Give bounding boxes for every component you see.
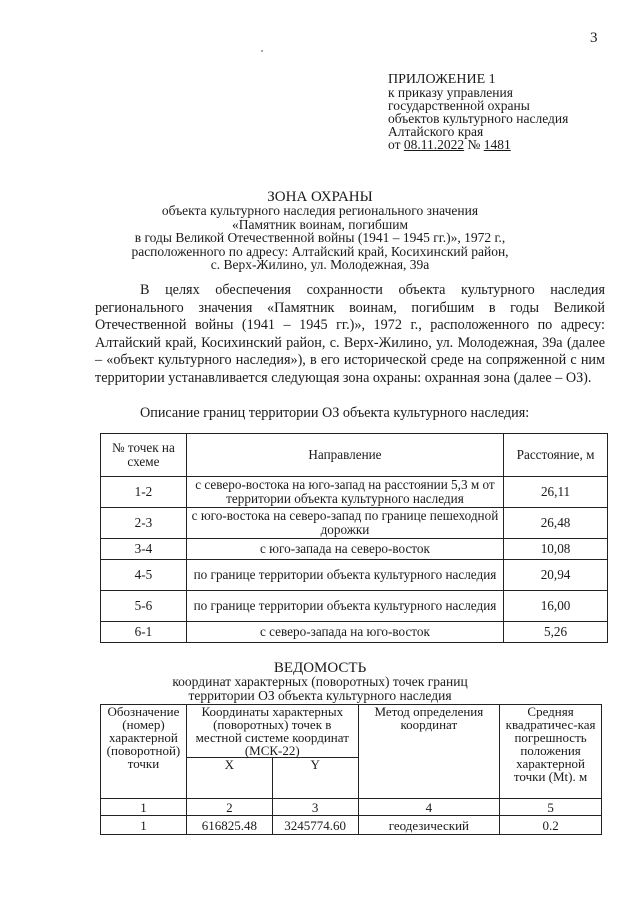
boundary-description-heading: Описание границ территории ОЗ объекта культурного наследия:: [140, 405, 530, 421]
column-number: 4: [358, 799, 500, 816]
zone-subtitle-line: «Памятник воинам, погибшим: [231, 216, 409, 232]
vedomost-title: ВЕДОМОСТЬ: [273, 660, 367, 676]
table-cell: геодезический: [358, 816, 500, 835]
table-cell: 26,11: [504, 477, 608, 508]
appendix-heading: ПРИЛОЖЕНИЕ 1: [388, 72, 496, 87]
table-cell: с юго-запада на северо-восток: [186, 539, 503, 560]
header-cell: Обозначение (номер) характерной (поворотной) точки: [101, 705, 187, 799]
column-number: 5: [500, 799, 602, 816]
appendix-line: к приказу управления: [388, 85, 513, 100]
header-cell-y: Y: [272, 758, 358, 799]
header-cell: Средняя квадратичес-кая погрешность положения характерной точки (Mt). м: [500, 705, 602, 799]
table-row: [101, 539, 608, 560]
zone-subtitle-line: в годы Великой Отечественной войны (1941 – 1945 гг.)», 1972 г.,: [134, 230, 506, 245]
table-cell: 3245774.60: [272, 816, 358, 835]
header-cell: Координаты характерных (поворотных) точек в местной системе координат (МСК-22): [186, 705, 358, 758]
intro-paragraph: В целях обеспечения сохранности объекта культурного наследия регионального значения «Памятник воинам, погибшим в годы Великой Отечественной войны (1941 – 1945 гг.)», 1972 г., расположенного по адресу: Алтайский край, Косихинский район, с. Верх-Жилино, ул. Молодежная, 39а (далее – «объект культурного наследия»), в его исторической среде на сопряженной с ним территории устанавливается следующая зона охраны: охранная зона (далее – ОЗ).: [95, 282, 605, 386]
zone-subtitle-line: расположенного по адресу: Алтайский край, Косихинский район,: [131, 243, 509, 259]
table-cell: 16,00: [504, 591, 608, 622]
scan-speck: [261, 50, 263, 52]
header-cell: Направление: [186, 434, 503, 477]
table-row: [101, 508, 608, 539]
table-cell: 5,26: [504, 622, 608, 643]
table-cell: по границе территории объекта культурного наследия: [186, 560, 503, 591]
header-cell-x: X: [186, 758, 272, 799]
table-cell: 26,48: [504, 508, 608, 539]
date-prefix: от: [388, 137, 404, 152]
table-cell: 1-2: [101, 477, 187, 508]
vedomost-subtitle-line: координат характерных (поворотных) точек границ: [172, 674, 468, 689]
table-header-row: [101, 705, 602, 758]
column-number-row: [101, 799, 602, 816]
appendix-line: государственной охраны: [388, 98, 530, 113]
table-cell: 20,94: [504, 560, 608, 591]
boundary-table: [100, 433, 608, 643]
vedomost-subtitle-line: территории ОЗ объекта культурного наследия: [188, 687, 452, 703]
table-row: [101, 622, 608, 643]
table-cell: 1: [101, 816, 187, 835]
number-prefix: №: [464, 137, 484, 152]
column-number: 1: [101, 799, 187, 816]
zone-subtitle-line: объекта культурного наследия регионального значения: [161, 203, 479, 218]
table-cell: с юго-востока на северо-запад по границе пешеходной дорожки: [186, 508, 503, 539]
table-row: [101, 591, 608, 622]
column-number: 3: [272, 799, 358, 816]
table-cell: 5-6: [101, 591, 187, 622]
header-cell: Расстояние, м: [504, 434, 608, 477]
appendix-block: [388, 73, 568, 151]
table-cell: 2-3: [101, 508, 187, 539]
table-row: [101, 560, 608, 591]
table-cell: с северо-востока на юго-запад на расстоянии 5,3 м от территории объекта культурного наследия: [186, 477, 503, 508]
appendix-date-line: [388, 138, 568, 151]
appendix-line: Алтайского края: [388, 124, 484, 139]
table-cell: 10,08: [504, 539, 608, 560]
coordinates-table: [100, 704, 602, 835]
zone-subtitle: [0, 204, 640, 272]
header-cell: № точек на схеме: [101, 434, 187, 477]
header-cell: Метод определения координат: [358, 705, 500, 799]
table-cell: 0.2: [500, 816, 602, 835]
zone-subtitle-line: с. Верх-Жилино, ул. Молодежная, 39а: [210, 257, 430, 272]
table-cell: по границе территории объекта культурного наследия: [186, 591, 503, 622]
order-date: 08.11.2022: [403, 137, 465, 152]
page-number: 3: [590, 30, 598, 46]
appendix-line: объектов культурного наследия: [388, 111, 569, 126]
order-number: 1481: [483, 137, 511, 152]
table-cell: 4-5: [101, 560, 187, 591]
table-row: [101, 816, 602, 835]
table-cell: 6-1: [101, 622, 187, 643]
vedomost-subtitle: [0, 675, 640, 702]
table-cell: 3-4: [101, 539, 187, 560]
table-header-row: [101, 434, 608, 477]
table-cell: с северо-запада на юго-восток: [186, 622, 503, 643]
zone-title: ЗОНА ОХРАНЫ: [267, 189, 373, 205]
table-cell: 616825.48: [186, 816, 272, 835]
table-row: [101, 477, 608, 508]
column-number: 2: [186, 799, 272, 816]
